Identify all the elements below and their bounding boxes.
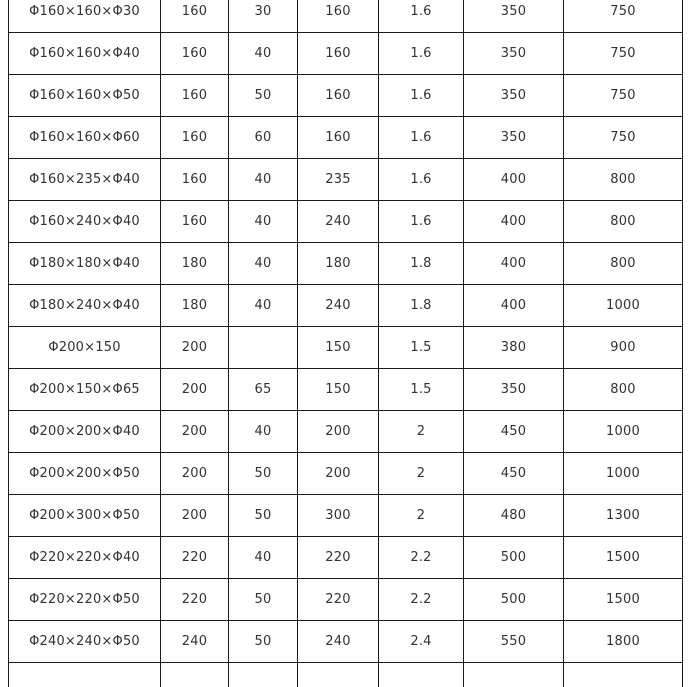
- value-cell: 160: [298, 0, 379, 33]
- table-row: [9, 117, 683, 159]
- spec-cell: Φ160×240×Φ40: [9, 201, 161, 243]
- value-cell: 150: [298, 369, 379, 411]
- value-cell: 160: [161, 117, 229, 159]
- spec-cell: Φ180×240×Φ40: [9, 285, 161, 327]
- value-cell: 380: [464, 327, 564, 369]
- value-cell: 160: [161, 159, 229, 201]
- value-cell: 800: [564, 243, 683, 285]
- value-cell: 160: [161, 33, 229, 75]
- value-cell: 200: [161, 369, 229, 411]
- value-cell: 900: [564, 327, 683, 369]
- value-cell: 800: [564, 201, 683, 243]
- value-cell: 350: [464, 369, 564, 411]
- value-cell: [379, 663, 464, 687]
- value-cell: 200: [161, 327, 229, 369]
- value-cell: 2: [379, 411, 464, 453]
- table-row: [9, 201, 683, 243]
- value-cell: [161, 663, 229, 687]
- value-cell: 200: [161, 453, 229, 495]
- value-cell: 220: [298, 579, 379, 621]
- value-cell: 1000: [564, 453, 683, 495]
- spec-table: [8, 0, 683, 687]
- spec-cell: Φ200×300×Φ50: [9, 495, 161, 537]
- value-cell: 1.6: [379, 0, 464, 33]
- value-cell: 350: [464, 117, 564, 159]
- spec-cell: Φ160×160×Φ50: [9, 75, 161, 117]
- value-cell: 200: [298, 411, 379, 453]
- value-cell: 550: [464, 621, 564, 663]
- spec-table-body: [9, 0, 683, 687]
- value-cell: [229, 663, 298, 687]
- value-cell: 1800: [564, 621, 683, 663]
- table-row: [9, 453, 683, 495]
- value-cell: 200: [298, 453, 379, 495]
- value-cell: 220: [161, 537, 229, 579]
- value-cell: 350: [464, 0, 564, 33]
- value-cell: 2: [379, 453, 464, 495]
- value-cell: 1000: [564, 285, 683, 327]
- spec-cell: [9, 663, 161, 687]
- value-cell: 1.8: [379, 243, 464, 285]
- value-cell: 450: [464, 411, 564, 453]
- value-cell: 40: [229, 201, 298, 243]
- value-cell: 1000: [564, 411, 683, 453]
- spec-cell: Φ200×200×Φ40: [9, 411, 161, 453]
- value-cell: 200: [161, 495, 229, 537]
- value-cell: 240: [298, 201, 379, 243]
- value-cell: 1.6: [379, 201, 464, 243]
- value-cell: 350: [464, 75, 564, 117]
- value-cell: 220: [298, 537, 379, 579]
- value-cell: 1500: [564, 579, 683, 621]
- value-cell: 50: [229, 621, 298, 663]
- value-cell: 1.6: [379, 75, 464, 117]
- value-cell: 180: [298, 243, 379, 285]
- spec-cell: Φ200×200×Φ50: [9, 453, 161, 495]
- value-cell: 180: [161, 243, 229, 285]
- spec-table-wrap: [8, 0, 683, 687]
- spec-cell: Φ220×220×Φ50: [9, 579, 161, 621]
- table-row: [9, 411, 683, 453]
- value-cell: 400: [464, 285, 564, 327]
- value-cell: 1.5: [379, 369, 464, 411]
- table-row: [9, 663, 683, 687]
- value-cell: 750: [564, 75, 683, 117]
- value-cell: 480: [464, 495, 564, 537]
- table-row: [9, 243, 683, 285]
- value-cell: 1.6: [379, 159, 464, 201]
- value-cell: [464, 663, 564, 687]
- value-cell: 500: [464, 537, 564, 579]
- value-cell: 40: [229, 285, 298, 327]
- table-row: [9, 159, 683, 201]
- value-cell: 150: [298, 327, 379, 369]
- table-row: [9, 0, 683, 33]
- value-cell: 60: [229, 117, 298, 159]
- table-row: [9, 537, 683, 579]
- spec-cell: Φ180×180×Φ40: [9, 243, 161, 285]
- value-cell: 65: [229, 369, 298, 411]
- value-cell: 1.6: [379, 117, 464, 159]
- value-cell: [564, 663, 683, 687]
- spec-cell: Φ160×160×Φ60: [9, 117, 161, 159]
- value-cell: 450: [464, 453, 564, 495]
- value-cell: 1500: [564, 537, 683, 579]
- value-cell: 50: [229, 453, 298, 495]
- value-cell: 30: [229, 0, 298, 33]
- value-cell: 50: [229, 495, 298, 537]
- value-cell: 2.2: [379, 537, 464, 579]
- value-cell: 400: [464, 201, 564, 243]
- table-row: [9, 285, 683, 327]
- value-cell: 40: [229, 159, 298, 201]
- value-cell: 2.2: [379, 579, 464, 621]
- value-cell: 40: [229, 537, 298, 579]
- spec-cell: Φ200×150: [9, 327, 161, 369]
- value-cell: 180: [161, 285, 229, 327]
- value-cell: 1.5: [379, 327, 464, 369]
- value-cell: [298, 663, 379, 687]
- value-cell: 40: [229, 33, 298, 75]
- value-cell: [229, 327, 298, 369]
- value-cell: 1300: [564, 495, 683, 537]
- spec-cell: Φ240×240×Φ50: [9, 621, 161, 663]
- value-cell: 1.6: [379, 33, 464, 75]
- value-cell: 750: [564, 33, 683, 75]
- value-cell: 350: [464, 33, 564, 75]
- value-cell: 50: [229, 579, 298, 621]
- value-cell: 400: [464, 243, 564, 285]
- spec-cell: Φ220×220×Φ40: [9, 537, 161, 579]
- value-cell: 2: [379, 495, 464, 537]
- value-cell: 240: [298, 285, 379, 327]
- value-cell: 235: [298, 159, 379, 201]
- value-cell: 50: [229, 75, 298, 117]
- table-row: [9, 621, 683, 663]
- value-cell: 160: [161, 0, 229, 33]
- value-cell: 400: [464, 159, 564, 201]
- value-cell: 40: [229, 411, 298, 453]
- table-row: [9, 33, 683, 75]
- value-cell: 800: [564, 369, 683, 411]
- value-cell: 220: [161, 579, 229, 621]
- table-row: [9, 75, 683, 117]
- spec-cell: Φ160×160×Φ40: [9, 33, 161, 75]
- value-cell: 160: [298, 117, 379, 159]
- spec-cell: Φ200×150×Φ65: [9, 369, 161, 411]
- table-row: [9, 369, 683, 411]
- value-cell: 750: [564, 117, 683, 159]
- value-cell: 160: [298, 33, 379, 75]
- value-cell: 2.4: [379, 621, 464, 663]
- value-cell: 1.8: [379, 285, 464, 327]
- value-cell: 160: [298, 75, 379, 117]
- value-cell: 200: [161, 411, 229, 453]
- spec-cell: Φ160×235×Φ40: [9, 159, 161, 201]
- table-row: [9, 327, 683, 369]
- value-cell: 40: [229, 243, 298, 285]
- value-cell: 800: [564, 159, 683, 201]
- table-row: [9, 495, 683, 537]
- value-cell: 300: [298, 495, 379, 537]
- value-cell: 240: [298, 621, 379, 663]
- value-cell: 160: [161, 201, 229, 243]
- spec-cell: Φ160×160×Φ30: [9, 0, 161, 33]
- value-cell: 750: [564, 0, 683, 33]
- value-cell: 160: [161, 75, 229, 117]
- table-row: [9, 579, 683, 621]
- value-cell: 500: [464, 579, 564, 621]
- value-cell: 240: [161, 621, 229, 663]
